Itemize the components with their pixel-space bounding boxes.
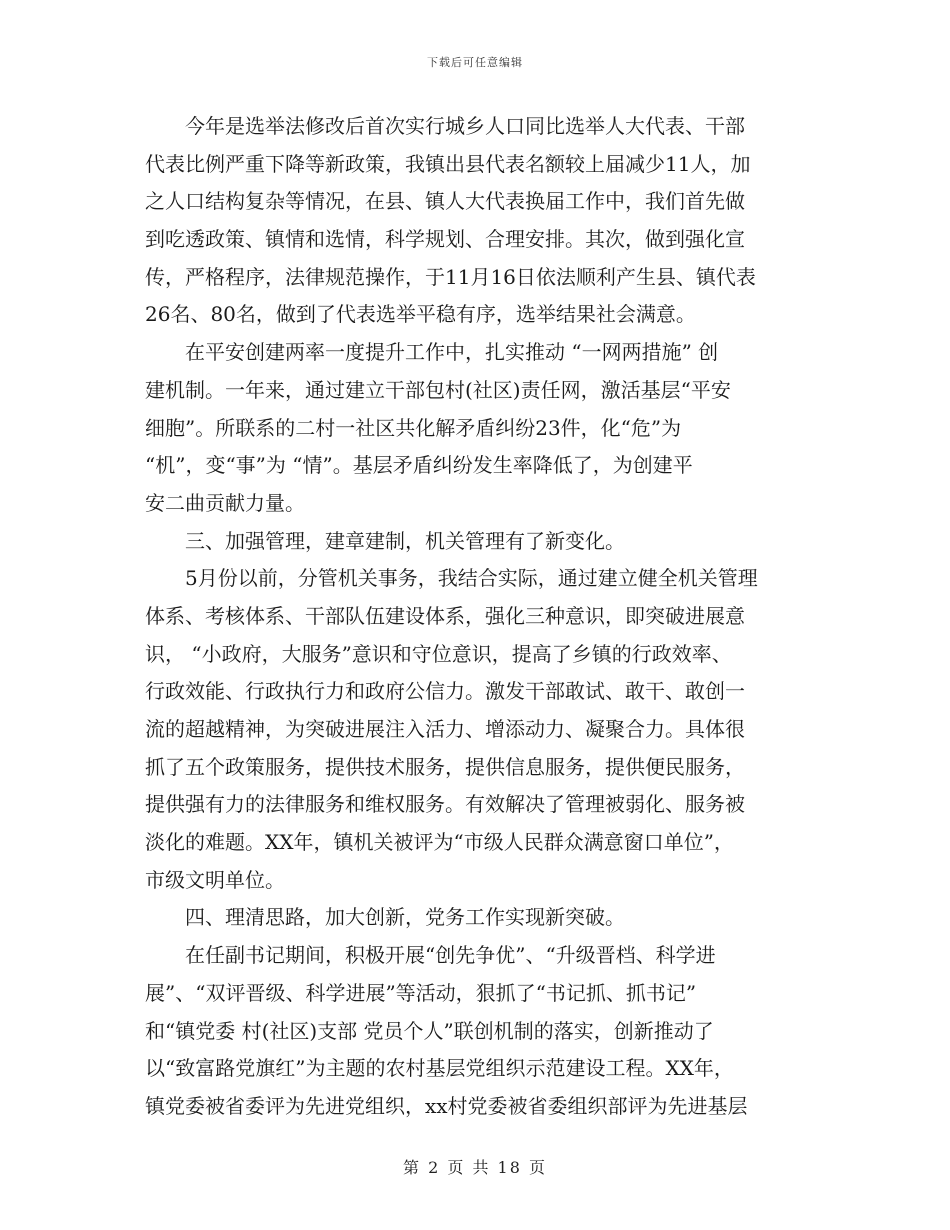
text-line: 代表比例严重下降等新政策，我镇出县代表名额较上届减少11人，加 (145, 151, 751, 176)
text-line: 安二曲贡献力量。 (145, 490, 305, 515)
section-heading: 三、加强管理，建章建制，机关管理有了新变化。 (185, 528, 625, 553)
text-line: 26名、80名，做到了代表选举平稳有序，选举结果社会满意。 (145, 302, 696, 327)
text-line: 建机制。一年来，通过建立干部包村(社区)责任网，激活基层“平安 (145, 377, 731, 402)
text-line: 在任副书记期间，积极开展“创先争优”、“升级晋档、科学进 (185, 943, 716, 968)
text-line: 抓了五个政策服务，提供技术服务，提供信息服务，提供便民服务， (145, 754, 745, 779)
document-body (145, 108, 815, 1126)
text-line: 流的超越精神，为突破进展注入活力、增添动力、凝聚合力。具体很 (145, 717, 745, 741)
text-line: 市级文明单位。 (145, 867, 285, 892)
text-line: “机”，变“事”为 “情”。基层矛盾纠纷发生率降低了，为创建平 (145, 453, 693, 478)
section-heading: 四、理清思路，加大创新，党务工作实现新突破。 (185, 905, 625, 930)
text-line: 体系、考核体系、干部队伍建设体系，强化三种意识，即突破进展意 (145, 603, 745, 628)
text-line: 在平安创建两率一度提升工作中，扎实推动 “一网两措施” 创 (185, 340, 719, 365)
text-line: 识， “小政府，大服务”意识和守位意识，提高了乡镇的行政效率、 (145, 641, 732, 666)
text-line: 提供强有力的法律服务和维权服务。有效解决了管理被弱化、服务被 (145, 792, 745, 817)
text-line: 展”、“双评晋级、科学进展”等活动，狠抓了“书记抓、抓书记” (145, 980, 697, 1005)
text-line: 5月份以前，分管机关事务，我结合实际，通过建立健全机关管理 (185, 566, 758, 591)
text-line: 以“致富路党旗红”为主题的农村基层党组织示范建设工程。XX年， (145, 1056, 734, 1081)
text-line: 到吃透政策、镇情和选情，科学规划、合理安排。其次，做到强化宣 (145, 227, 745, 252)
page-number: 第 2 页 共 18 页 (403, 1158, 547, 1177)
text-line: 和“镇党委 村(社区)支部 党员个人”联创机制的落实，创新推动了 (145, 1018, 714, 1043)
text-line: 细胞”。所联系的二村一社区共化解矛盾纠纷23件，化“危”为 (145, 415, 682, 440)
text-line: 之人口结构复杂等情况，在县、镇人大代表换届工作中，我们首先做 (145, 189, 745, 214)
header-note: 下载后可任意编辑 (427, 56, 523, 69)
text-line: 今年是选举法修改后首次实行城乡人口同比选举人大代表、干部 (185, 114, 745, 138)
text-line: 淡化的难题。XX年，镇机关被评为“市级人民群众满意窗口单位”， (145, 830, 734, 855)
text-line: 镇党委被省委评为先进党组织，xx村党委被省委组织部评为先进基层 (145, 1093, 748, 1118)
text-line: 行政效能、行政执行力和政府公信力。激发干部敢试、敢干、敢创一 (145, 679, 745, 704)
text-line: 传，严格程序，法律规范操作，于11月16日依法顺利产生县、镇代表 (145, 264, 756, 289)
